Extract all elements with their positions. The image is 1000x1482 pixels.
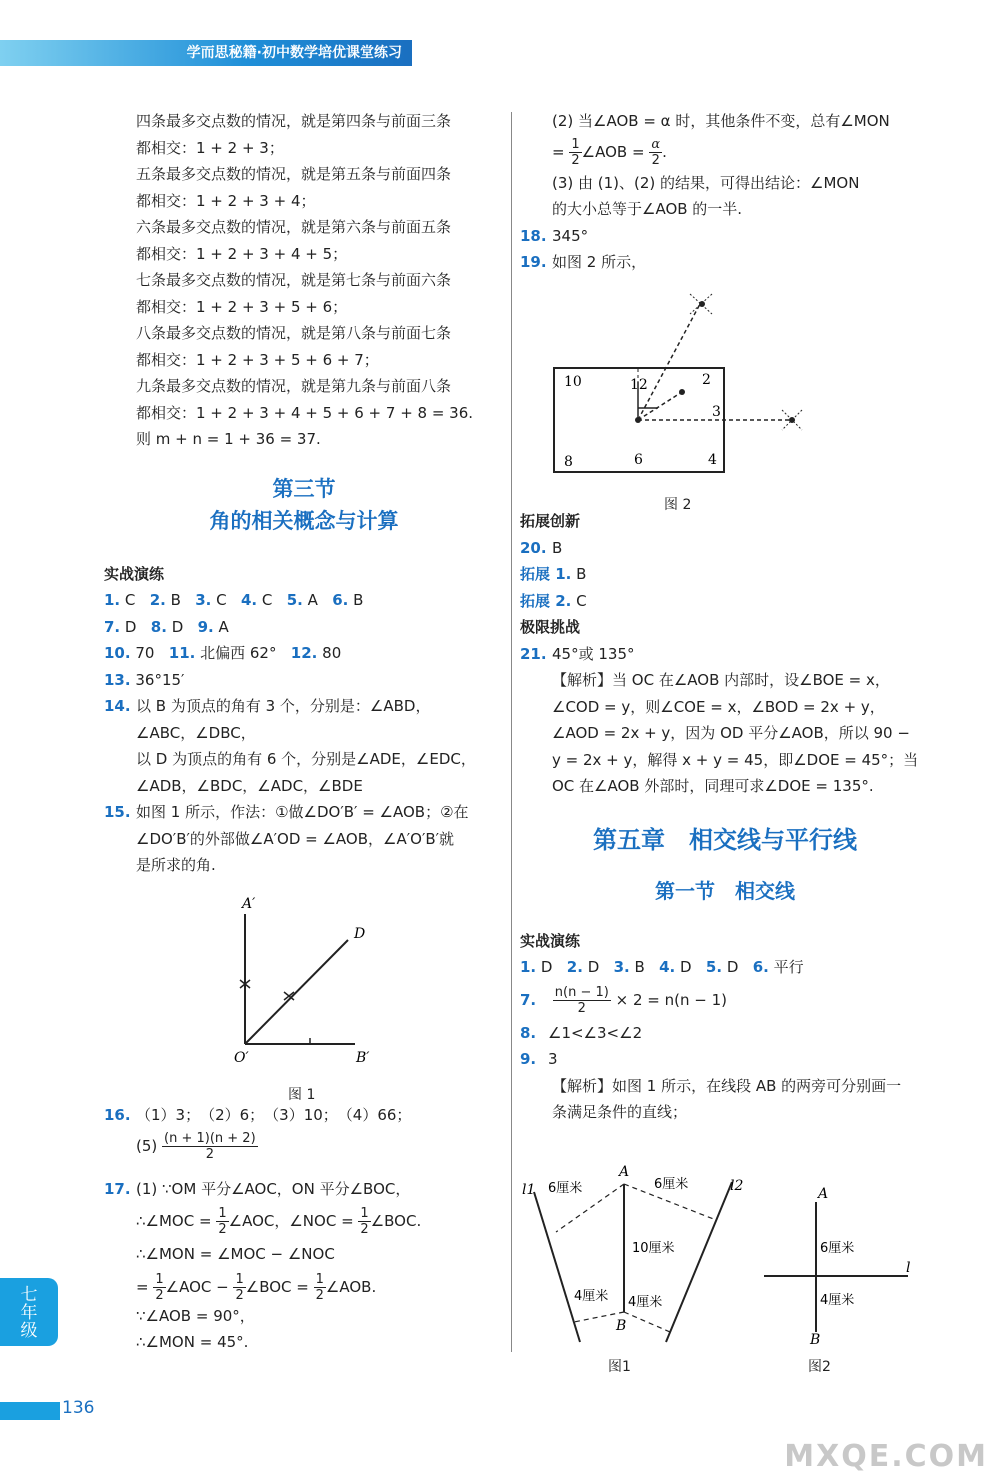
text-part: ∠AOB =: [581, 142, 645, 161]
text-line: 是所求的角.: [136, 856, 216, 874]
length-label: 4厘米: [628, 1295, 663, 1310]
question-number: 12.: [290, 644, 318, 662]
text-line: ∠DO′B′的外部做∠A′OD = ∠AOB，∠A′O′B′就: [136, 829, 455, 848]
text-line: ∴∠MON = ∠MOC − ∠NOC: [136, 1245, 335, 1263]
text-line: 八条最多交点数的情况，就是第八条与前面七条: [136, 324, 452, 342]
page-number: 136: [62, 1398, 95, 1418]
text-part: ∠AOC，∠NOC =: [228, 1212, 354, 1230]
fraction: $\frac{1}{2}$: [315, 1271, 324, 1303]
text-line: 如图 1 所示，作法：①做∠DO′B′ = ∠AOB；②在: [136, 803, 469, 821]
text-line: 以 D 为顶点的角有 6 个，分别是∠ADE，∠EDC，: [136, 750, 476, 768]
question-number: 5.: [286, 591, 303, 609]
answer: 70: [135, 644, 155, 662]
text-part: × 2 = n(n − 1): [615, 990, 727, 1009]
question-number: 9.: [197, 617, 214, 636]
text-line: 九条最多交点数的情况，就是第九条与前面八条: [136, 377, 452, 395]
clock-label: 10: [564, 374, 582, 390]
text-line: 七条最多交点数的情况，就是第七条与前面六条: [136, 271, 452, 289]
section-title: 第三节: [272, 476, 336, 501]
fraction: $\frac{1}{2}$: [218, 1206, 227, 1237]
watermark: MXQE.COM: [784, 1439, 988, 1474]
text-line: 以 B 为顶点的角有 3 个，分别是：∠ABD，: [136, 697, 431, 715]
text-line: 四条最多交点数的情况，就是第四条与前面三条: [136, 112, 452, 130]
label-d: D: [354, 926, 366, 942]
answer: 3: [548, 1050, 558, 1068]
question-number: 20.: [520, 538, 547, 557]
length-label: 10厘米: [632, 1241, 675, 1256]
question-number: 1.: [520, 958, 537, 976]
answer: B: [576, 565, 587, 583]
header-title: 学而思秘籍·初中数学培优课堂练习: [186, 45, 402, 61]
question-number: 3.: [195, 591, 212, 609]
question-number: 15.: [104, 803, 131, 821]
text-line: 【解析】如图 1 所示，在线段 AB 的两旁可分别画一: [552, 1076, 902, 1095]
answer: B: [353, 591, 364, 609]
fraction: $\frac{\alpha}{2}$: [651, 136, 661, 168]
text-line: ∠ADB，∠BDC，∠ADC，∠BDE: [136, 776, 363, 795]
fraction: $\frac{1}{2}$: [571, 136, 580, 168]
answer: C: [261, 591, 273, 609]
text-line: 五条最多交点数的情况，就是第五条与前面四条: [136, 165, 452, 183]
text-part: (5): [136, 1136, 158, 1155]
label-o: O′: [234, 1050, 249, 1066]
answer: C: [216, 591, 227, 609]
text-part: ∠AOB.: [325, 1277, 377, 1296]
question-number: 拓展 2.: [520, 591, 572, 610]
text-line: ∠ABC，∠DBC，: [136, 723, 256, 742]
line-label-l1: l1: [522, 1182, 536, 1198]
text-line: 都相交：1 + 2 + 3 + 5 + 6 + 7；: [136, 350, 379, 369]
text-line: 则 m + n = 1 + 36 = 37.: [136, 430, 321, 448]
figure-2-caption: 图 2: [664, 497, 692, 513]
clock-label: 2: [702, 372, 711, 388]
limit-heading: 极限挑战: [520, 618, 581, 636]
text-line: ∠AOD = 2x + y，因为 OD 平分∠AOB，所以 90 −: [552, 724, 910, 742]
column-divider: [511, 112, 512, 1352]
point-label-a: A: [818, 1186, 829, 1202]
answer: D: [171, 617, 184, 636]
answer: B: [170, 591, 181, 609]
question-number: 14.: [104, 697, 131, 715]
figure-b-caption: 图2: [808, 1359, 831, 1375]
question-number: 13.: [104, 670, 131, 689]
text-line: 都相交：1 + 2 + 3 + 4 + 5 + 6 + 7 + 8 = 36.: [136, 403, 474, 422]
figure-a-caption: 图1: [608, 1359, 631, 1375]
answer-row: [520, 954, 930, 981]
question-number: 9.: [520, 1050, 537, 1068]
question-number: 拓展 1.: [520, 565, 572, 583]
figure-1-caption: 图 1: [288, 1087, 316, 1103]
answer: 平行: [773, 958, 804, 976]
question-number: 4.: [659, 958, 676, 976]
text-part: ∠AOC −: [165, 1277, 229, 1296]
answer-row: [104, 587, 504, 614]
answer: 如图 2 所示，: [552, 253, 647, 271]
figure-2-diagram: [540, 290, 820, 490]
question-number: 18.: [520, 226, 547, 245]
clock-label: 4: [708, 452, 717, 468]
text-line: 六条最多交点数的情况，就是第六条与前面五条: [136, 218, 452, 236]
answer: 345°: [552, 226, 589, 245]
fraction: $\frac{1}{2}$: [360, 1206, 369, 1237]
text-line: (3) 由 (1)、(2) 的结果，可得出结论：∠MON: [552, 173, 860, 192]
answer: 北偏西 62°: [200, 644, 277, 662]
question-number: 7.: [520, 990, 537, 1009]
text-part: =: [552, 142, 565, 161]
text-line: 都相交：1 + 2 + 3；: [136, 138, 284, 157]
figure-a-diagram: [520, 1162, 760, 1354]
question-number: 8.: [150, 617, 167, 636]
answer: 80: [322, 644, 342, 662]
text-line: OC 在∠AOB 外部时，同理可求∠DOE = 135°.: [552, 777, 874, 795]
practice-heading: 实战演练: [520, 931, 581, 950]
text-line: 的大小总等于∠AOB 的一半.: [552, 200, 743, 218]
right-column: [520, 108, 930, 276]
fraction: $\frac{1}{2}$: [235, 1271, 244, 1303]
point-label-a: A: [619, 1164, 630, 1180]
answer: C: [124, 591, 136, 609]
question-number: 6.: [752, 958, 769, 976]
question-number: 2.: [566, 958, 583, 976]
question-number: 7.: [104, 617, 121, 636]
text-line: ∴∠MON = 45°.: [136, 1333, 249, 1351]
question-number: 16.: [104, 1106, 131, 1124]
answer: D: [680, 958, 692, 976]
section-title: 第一节 相交线: [655, 878, 795, 903]
question-number: 8.: [520, 1023, 537, 1042]
answer: A: [218, 617, 229, 636]
practice-heading: 实战演练: [104, 564, 165, 583]
left-column: [104, 108, 504, 879]
label-b: B′: [356, 1050, 370, 1066]
text-line: ∠COD = y，则∠COE = x，∠BOD = 2x + y，: [552, 697, 885, 716]
question-number: 5.: [705, 958, 723, 976]
answer-row: [104, 667, 504, 694]
text-part: ∠BOC.: [370, 1212, 422, 1230]
answer: D: [540, 958, 553, 976]
line-label-l2: l2: [730, 1178, 744, 1194]
clock-label: 8: [564, 454, 573, 470]
answer-14: [104, 693, 504, 799]
fraction: $\frac{(n + 1)(n + 2)}{2}$: [164, 1130, 256, 1162]
question-number: 3.: [613, 958, 630, 976]
length-label: 6厘米: [548, 1181, 583, 1196]
length-label: 6厘米: [654, 1177, 689, 1192]
intro-block: [104, 108, 504, 453]
question-number: 17.: [104, 1179, 131, 1198]
figure-b-diagram: [760, 1182, 920, 1346]
answer: A: [307, 591, 318, 609]
answer: B: [634, 958, 645, 976]
answer: 45°或 135°: [552, 644, 635, 663]
answer: D: [726, 958, 739, 976]
text-line: 都相交：1 + 2 + 3 + 4 + 5；: [136, 244, 348, 263]
figure-1-diagram: [220, 892, 380, 1072]
fraction: $\frac{n(n - 1)}{2}$: [554, 984, 609, 1016]
question-number: 11.: [168, 644, 196, 662]
clock-label: 6: [634, 452, 643, 468]
right-column-middle: [520, 508, 930, 1126]
answer: C: [576, 591, 587, 610]
text-line: y = 2x + y，解得 x + y = 45，即∠DOE = 45°；当: [552, 750, 919, 769]
answer: 36°15′: [135, 670, 185, 689]
text-line: (1) ∵OM 平分∠AOC，ON 平分∠BOC，: [136, 1179, 411, 1198]
answer: D: [124, 617, 137, 636]
answer: B: [552, 538, 563, 557]
line-label-l: l: [906, 1260, 911, 1276]
length-label: 6厘米: [820, 1241, 855, 1256]
extension-heading: 拓展创新: [520, 512, 581, 530]
question-number: 2.: [149, 591, 166, 609]
grade-tab: [0, 1278, 58, 1346]
length-label: 4厘米: [574, 1289, 609, 1304]
chapter-title: 第五章 相交线与平行线: [593, 825, 857, 854]
label-a: A′: [242, 896, 256, 912]
left-column-lower: [104, 1102, 504, 1356]
grade-tab-label: 七年级: [20, 1285, 38, 1341]
answer: D: [587, 958, 600, 976]
page-number-bar: [0, 1402, 60, 1420]
answer-row: [104, 640, 504, 667]
length-label: 4厘米: [820, 1293, 855, 1308]
question-number: 19.: [520, 253, 547, 271]
question-number: 1.: [104, 591, 121, 609]
text-part: ∠BOC =: [245, 1277, 309, 1296]
text-line: 都相交：1 + 2 + 3 + 4；: [136, 191, 316, 210]
text-line: （1）3； （2）6； （3）10； （4）66；: [136, 1106, 412, 1124]
question-number: 10.: [104, 644, 131, 662]
text-line: (2) 当∠AOB = α 时，其他条件不变，总有∠MON: [552, 112, 890, 130]
header-banner: [0, 40, 412, 66]
fraction: $\frac{1}{2}$: [155, 1271, 164, 1303]
answer-row: [104, 614, 504, 641]
text-line: ∵∠AOB = 90°，: [136, 1306, 255, 1325]
text-line: 条满足条件的直线；: [552, 1103, 688, 1121]
answer-15: [104, 799, 504, 879]
answer: ∠1<∠3<∠2: [548, 1023, 643, 1042]
question-number: 4.: [240, 591, 258, 609]
text-part: ∴∠MOC =: [136, 1212, 212, 1230]
text-part: =: [136, 1277, 149, 1296]
text-line: 都相交：1 + 2 + 3 + 5 + 6；: [136, 297, 348, 316]
question-number: 6.: [332, 591, 349, 609]
point-label-b: B: [616, 1318, 627, 1334]
clock-label: 12: [630, 377, 648, 393]
point-label-b: B: [810, 1332, 821, 1346]
question-number: 21.: [520, 644, 547, 663]
text-line: 【解析】当 OC 在∠AOB 内部时，设∠BOE = x，: [552, 671, 890, 689]
text-part: .: [662, 142, 667, 161]
section-subtitle: 角的相关概念与计算: [209, 508, 399, 533]
clock-label: 3: [712, 404, 721, 420]
